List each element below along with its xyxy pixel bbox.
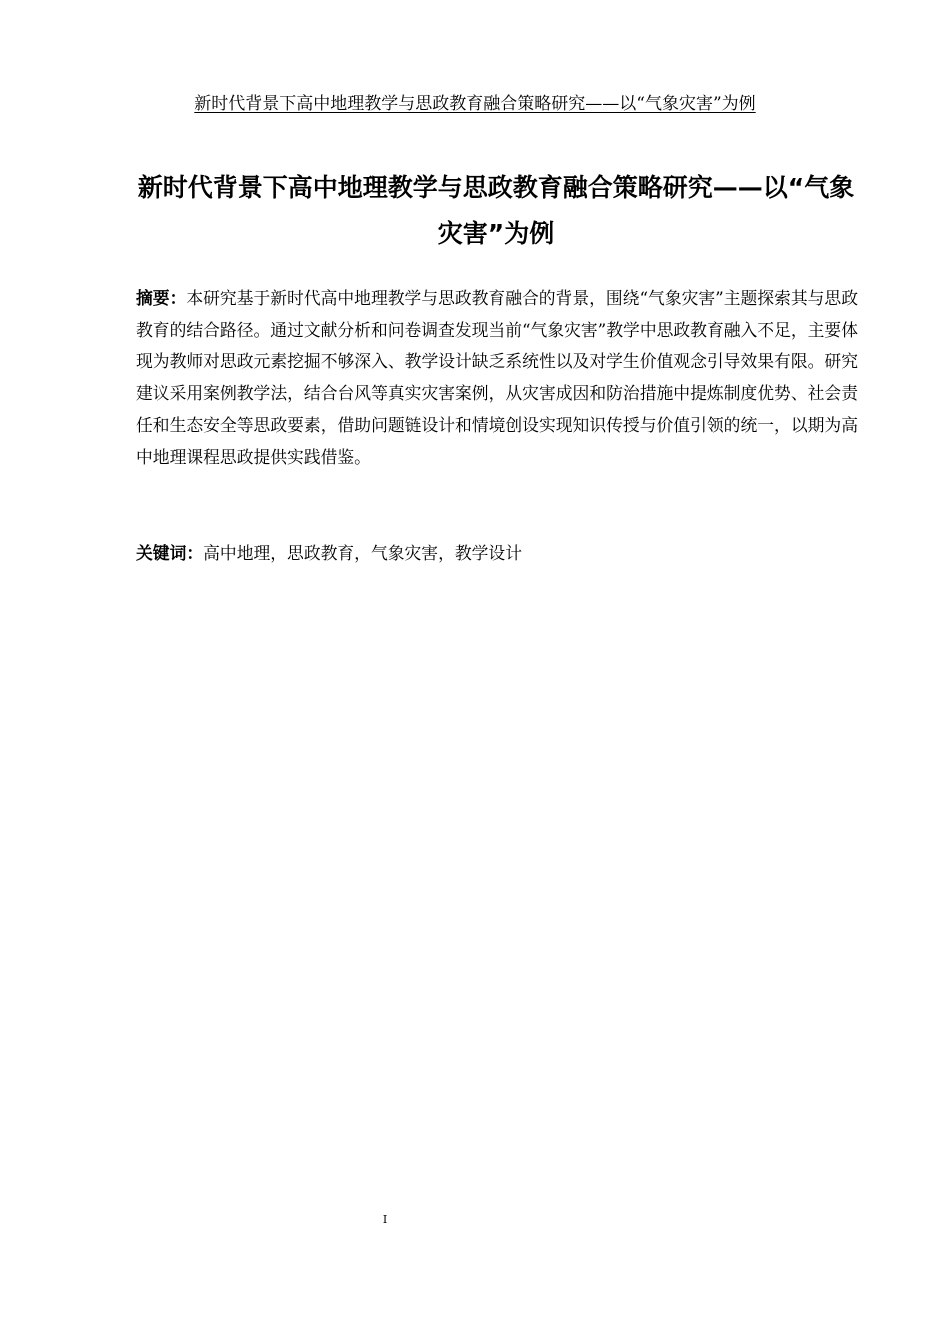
paper-title: 新时代背景下高中地理教学与思政教育融合策略研究——以“气象灾害”为例 xyxy=(137,173,855,248)
abstract-label: 摘要： xyxy=(136,288,187,308)
page-number: I xyxy=(382,1213,388,1226)
abstract-text: 本研究基于新时代高中地理教学与思政教育融合的背景，围绕“气象灾害”主题探索其与思政教育的结合路径。通过文献分析和问卷调查发现当前“气象灾害”教学中思政教育融入不足，主要体现为教师对思政元素挖掘不够深入、教学设计缺乏系统性以及对学生价值观念引导效果有限。研究建议采用案例教学法，结合台风等真实灾害案例，从灾害成因和防治措施中提炼制度优势、社会责任和生态安全等思政要素，借助问题链设计和情境创设实现知识传授与价值引领的统一，以期为高中地理课程思政提供实践借鉴。 xyxy=(136,288,858,467)
running-header-text: 新时代背景下高中地理教学与思政教育融合策略研究——以“气象灾害”为例 xyxy=(194,94,756,114)
keywords-text: 高中地理，思政教育，气象灾害，教学设计 xyxy=(203,543,522,563)
keywords-label: 关键词： xyxy=(136,543,204,563)
keywords xyxy=(136,538,858,570)
running-header xyxy=(0,92,950,116)
abstract xyxy=(136,283,858,473)
